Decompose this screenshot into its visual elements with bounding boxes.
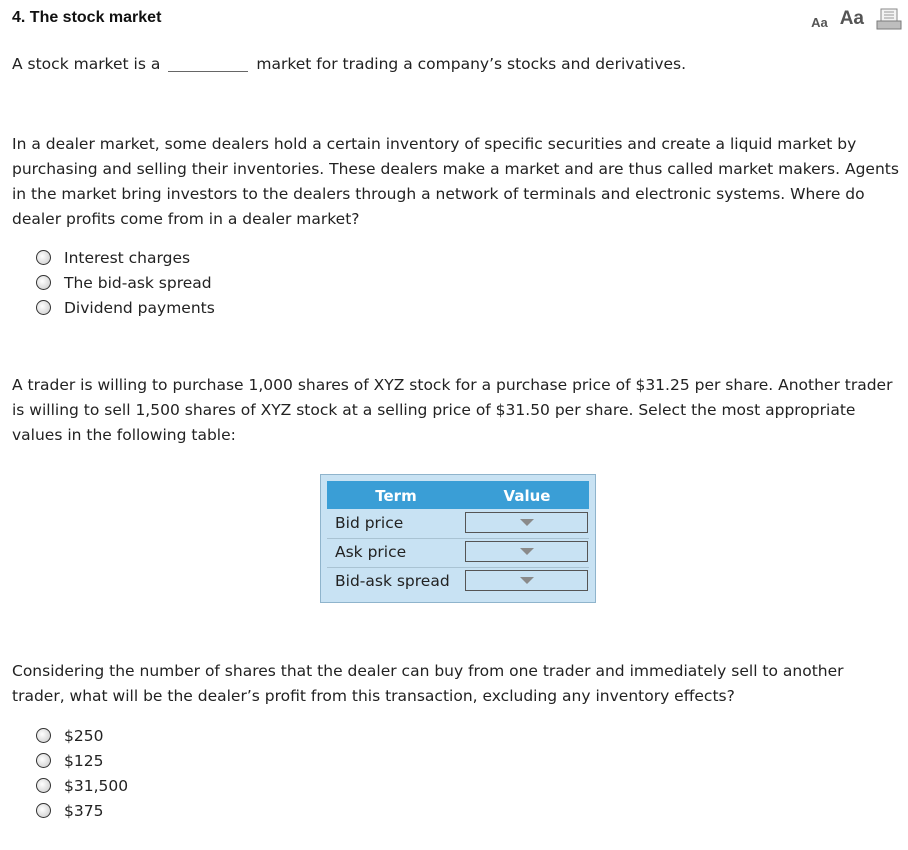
term-label: Bid price [335, 514, 404, 532]
option-label: The bid-ask spread [64, 273, 212, 292]
increase-font-button[interactable]: Aa [839, 8, 864, 29]
table-row-bid-price [327, 509, 589, 539]
text-tools [811, 8, 902, 30]
option-label: $125 [64, 751, 104, 770]
ask-price-dropdown[interactable] [465, 541, 588, 562]
trader-question: A trader is willing to purchase 1,000 shares of XYZ stock for a purchase price of $31.25 per share. Another trader is willing to sell 1,500 shares of XYZ stock at a selling price of $31.50 per share. Select the most appropriate values in the following table: [12, 376, 893, 444]
option-125[interactable] [36, 748, 128, 773]
values-table [320, 474, 596, 603]
radio-button[interactable] [36, 803, 51, 818]
radio-button[interactable] [36, 728, 51, 743]
option-label: $250 [64, 726, 104, 745]
option-bid-ask-spread[interactable] [36, 270, 215, 295]
chevron-down-icon [520, 548, 534, 555]
option-label: $31,500 [64, 776, 129, 795]
bid-ask-spread-dropdown[interactable] [465, 570, 588, 591]
radio-button[interactable] [36, 753, 51, 768]
sentence-end: market for trading a company’s stocks and derivatives. [256, 55, 687, 73]
decrease-font-button[interactable]: Aa [811, 15, 828, 30]
table-row-bid-ask-spread [327, 567, 589, 596]
option-label: Dividend payments [64, 298, 215, 317]
dealer-market-question: In a dealer market, some dealers hold a certain inventory of specific securities and create a liquid market by purchasing and selling their inventories. These dealers make a market and are thus called market makers. Agents in the market bring investors to the dealers through a network of terminals and electronic systems. Where do dealer profits come from in a dealer market? [12, 135, 899, 228]
option-31500[interactable] [36, 773, 128, 798]
print-icon[interactable] [876, 8, 902, 30]
option-dividend-payments[interactable] [36, 295, 215, 320]
option-250[interactable] [36, 723, 128, 748]
bid-price-dropdown[interactable] [465, 512, 588, 533]
term-label: Bid-ask spread [335, 572, 450, 590]
radio-button[interactable] [36, 250, 51, 265]
option-375[interactable] [36, 798, 128, 823]
profit-amount-options [36, 723, 128, 823]
table-row-ask-price [327, 538, 589, 568]
table-header [327, 481, 589, 509]
chevron-down-icon [520, 519, 534, 526]
term-label: Ask price [335, 543, 407, 561]
chevron-down-icon [520, 577, 534, 584]
fill-in-sentence [12, 55, 686, 73]
dealer-profit-question: Considering the number of shares that the dealer can buy from one trader and immediately sell to another trader, what will be the dealer’s profit from this transaction, excluding any inventory effects? [12, 662, 844, 705]
header-term: Term [375, 487, 417, 505]
question-title: 4. The stock market [12, 9, 162, 26]
radio-button[interactable] [36, 275, 51, 290]
sentence-start: A stock market is a [12, 55, 161, 73]
dealer-profit-options [36, 245, 215, 320]
option-label: $375 [64, 801, 104, 820]
option-label: Interest charges [64, 248, 191, 267]
radio-button[interactable] [36, 300, 51, 315]
option-interest-charges[interactable] [36, 245, 215, 270]
header-value: Value [503, 487, 551, 505]
radio-button[interactable] [36, 778, 51, 793]
answer-blank[interactable] [168, 55, 248, 72]
